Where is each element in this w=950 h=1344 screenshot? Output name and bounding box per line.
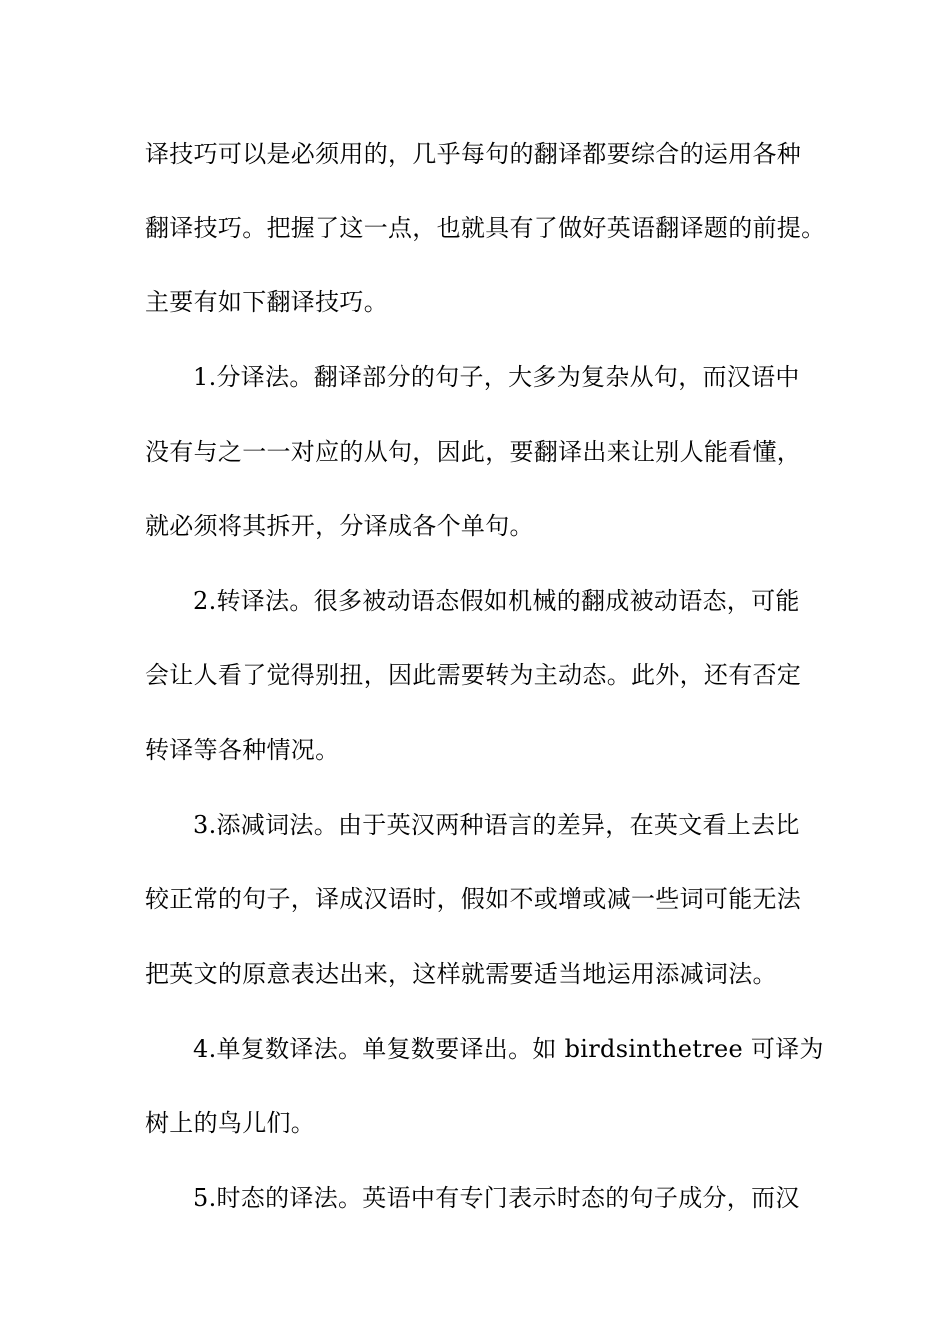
text-line-7: 2.转译法。很多被动语态假如机械的翻成被动语态，可能	[193, 587, 800, 615]
text-line-6: 就必须将其拆开，分译成各个单句。	[145, 512, 534, 540]
text-line-4: 1.分译法。翻译部分的句子，大多为复杂从句，而汉语中	[193, 363, 800, 391]
text-line-5: 没有与之一一对应的从句，因此，要翻译出来让别人能看懂，	[145, 438, 802, 466]
text-line-3: 主要有如下翻译技巧。	[145, 288, 388, 316]
text-line-8: 会让人看了觉得别扭，因此需要转为主动态。此外，还有否定	[145, 661, 802, 689]
text-line-11: 较正常的句子，译成汉语时，假如不或增或减一些词可能无法	[145, 885, 802, 913]
text-line-9: 转译等各种情况。	[145, 736, 340, 764]
text-line-14: 树上的鸟儿们。	[145, 1109, 316, 1137]
text-line-2: 翻译技巧。把握了这一点，也就具有了做好英语翻译题的前提。	[145, 214, 826, 242]
text-line-12: 把英文的原意表达出来，这样就需要适当地运用添减词法。	[145, 960, 777, 988]
text-line-1: 译技巧可以是必须用的，几乎每句的翻译都要综合的运用各种	[145, 140, 802, 168]
text-line-10: 3.添减词法。由于英汉两种语言的差异，在英文看上去比	[193, 811, 800, 839]
text-line-13: 4.单复数译法。单复数要译出。如 birdsinthetree 可译为	[193, 1035, 824, 1063]
text-line-15: 5.时态的译法。英语中有专门表示时态的句子成分，而汉	[193, 1184, 800, 1212]
